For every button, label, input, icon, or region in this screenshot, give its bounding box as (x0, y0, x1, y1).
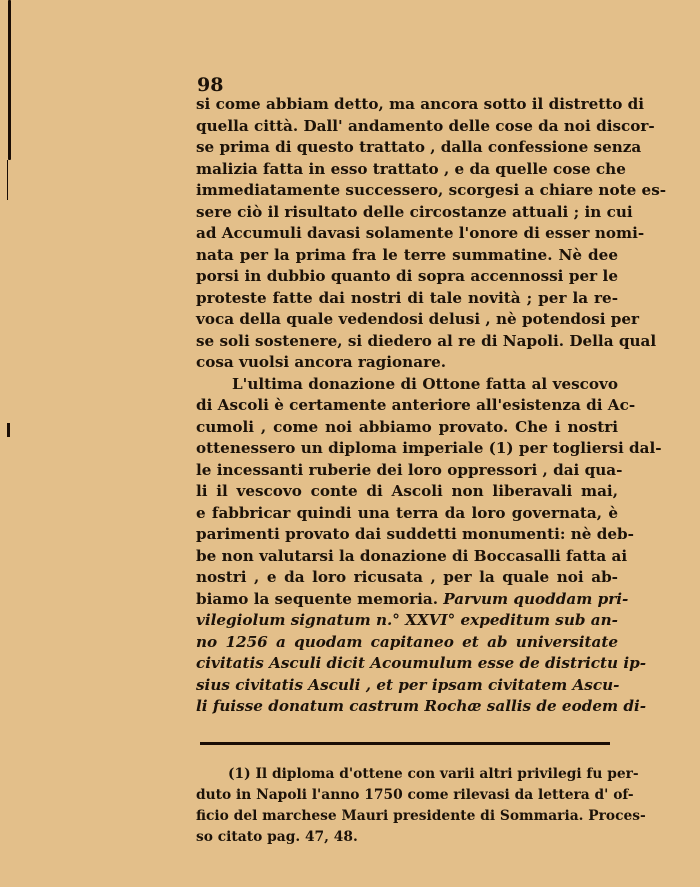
latin-quote-line: li fuisse donatum castrum Rochæ sallis de eodem di- (196, 697, 647, 715)
page-number: 98 (197, 74, 224, 96)
page-edge-line (8, 0, 11, 160)
latin-quote-line: civitatis Asculi dicit Acoumulum esse de districtu ip- (196, 654, 647, 672)
body-line: nata per la prima fra le terre summatine. Nè dee (196, 245, 618, 264)
mixed-line (196, 589, 629, 611)
footnote-line: so citato pag. 47, 48. (196, 829, 358, 845)
page-edge-line-lower (7, 160, 8, 200)
body-line: si come abbiam detto, ma ancora sotto il distretto di (196, 95, 645, 113)
body-line: ad Accumuli davasi solamente l'onore di esser nomi- (196, 224, 645, 242)
body-line: se soli sostenere, si diedero al re di Napoli. Della qual (196, 331, 657, 350)
latin-quote-line: sius civitatis Asculi , et per ipsam civitatem Ascu- (196, 675, 620, 694)
body-line: sere ciò il risultato delle circostanze attuali ; in cui (196, 202, 633, 221)
body-lines (196, 94, 667, 589)
latin-quote (196, 610, 647, 718)
body-line: cosa vuolsi ancora ragionare. (196, 353, 447, 371)
margin-mark (7, 423, 10, 437)
footnote-rule (200, 742, 610, 745)
body-line: se prima di questo trattato , dalla confessione senza (196, 138, 642, 156)
body-line: be non valutarsi la donazione di Boccasalli fatta ai (196, 546, 628, 565)
body-line: parimenti provato dai suddetti monumenti: nè deb- (196, 525, 634, 543)
footnote-lines (196, 764, 646, 848)
mixed-line-italic: Parvum quoddam pri- (443, 589, 629, 608)
body-line: cumoli , come noi abbiamo provato. Che i nostri (196, 417, 618, 436)
footnote-line: duto in Napoli l'anno 1750 come rilevasi da lettera d' of- (196, 787, 634, 803)
body-text (196, 94, 667, 718)
mixed-line-roman: biamo la sequente memoria. (196, 589, 444, 608)
body-line: L'ultima donazione di Ottone fatta al vescovo (232, 374, 618, 393)
body-line: proteste fatte dai nostri di tale novità ; per la re- (196, 288, 618, 307)
footnote (196, 764, 646, 848)
body-line: ottenessero un diploma imperiale (1) per togliersi dal- (196, 439, 662, 457)
body-line: nostri , e da loro ricusata , per la quale noi ab- (196, 568, 618, 586)
latin-quote-line: no 1256 a quodam capitaneo et ab universitate (196, 632, 618, 651)
footnote-line: ficio del marchese Mauri presidente di Sommaria. Proces- (196, 808, 646, 824)
body-line: quella città. Dall' andamento delle cose da noi discor- (196, 116, 655, 135)
body-line: malizia fatta in esso trattato , e da quelle cose che (196, 159, 626, 178)
body-line: le incessanti ruberie dei loro oppressori , dai qua- (196, 460, 623, 479)
body-line: di Ascoli è certamente anteriore all'esistenza di Ac- (196, 396, 636, 414)
body-line: voca della quale vedendosi delusi , nè potendosi per (196, 310, 640, 328)
body-line: immediatamente successero, scorgesi a chiare note es- (196, 181, 667, 199)
body-line: li il vescovo conte di Ascoli non liberavali mai, (196, 482, 618, 500)
latin-quote-line: vilegiolum signatum n.° XXVI° expeditum sub an- (196, 611, 618, 629)
body-line: e fabbricar quindi una terra da loro governata, è (196, 503, 618, 522)
body-line: porsi in dubbio quanto di sopra accennossi per le (196, 267, 618, 285)
footnote-line: (1) Il diploma d'ottene con varii altri privilegi fu per- (228, 766, 639, 782)
